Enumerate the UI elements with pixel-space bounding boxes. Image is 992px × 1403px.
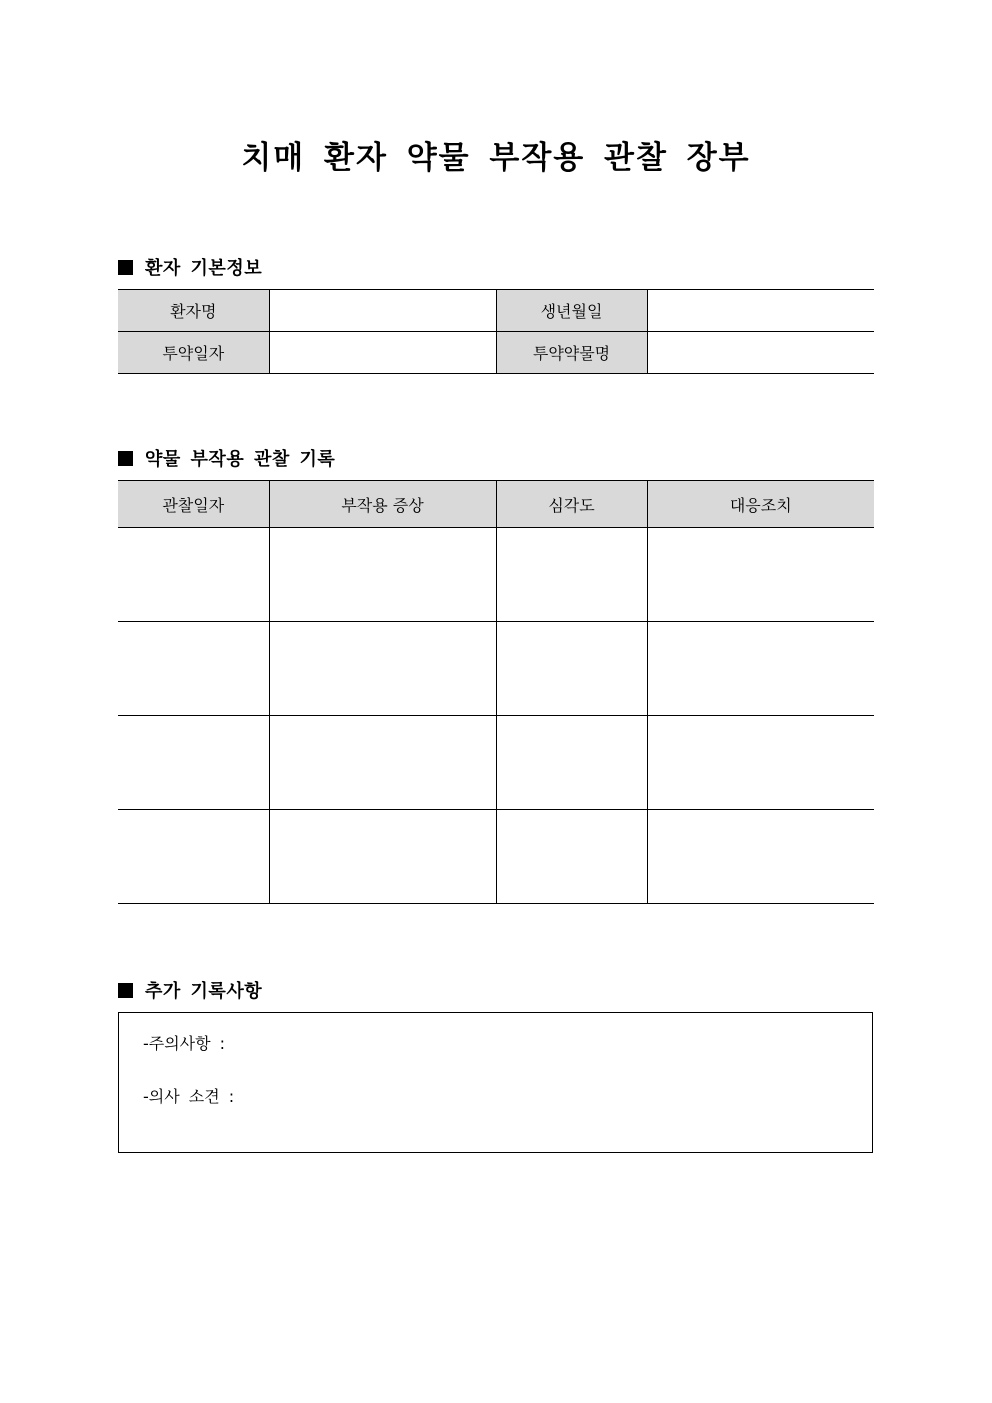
symptom-cell[interactable]: [269, 716, 496, 810]
column-header-symptom: 부작용 증상: [269, 481, 496, 528]
severity-cell[interactable]: [496, 528, 647, 622]
section-heading-label: 약물 부작용 관찰 기록: [145, 449, 336, 470]
symptom-cell[interactable]: [269, 622, 496, 716]
symptom-cell[interactable]: [269, 810, 496, 904]
doctor-opinion-line: -의사 소견 :: [143, 1087, 235, 1106]
observation-date-cell[interactable]: [118, 622, 269, 716]
square-bullet-icon: [118, 983, 133, 998]
symptom-cell[interactable]: [269, 528, 496, 622]
observation-date-cell[interactable]: [118, 528, 269, 622]
severity-cell[interactable]: [496, 810, 647, 904]
column-header-observation-date: 관찰일자: [118, 481, 269, 528]
patient-info-table: [118, 289, 874, 374]
severity-cell[interactable]: [496, 716, 647, 810]
severity-cell[interactable]: [496, 622, 647, 716]
section-heading-observation-log: [118, 445, 335, 471]
additional-notes-box[interactable]: [118, 1012, 873, 1153]
square-bullet-icon: [118, 260, 133, 275]
action-cell[interactable]: [647, 622, 874, 716]
observation-date-cell[interactable]: [118, 810, 269, 904]
table-row: [118, 622, 874, 716]
table-row: [118, 810, 874, 904]
table-row: [118, 528, 874, 622]
table-header-row: [118, 481, 874, 528]
action-cell[interactable]: [647, 810, 874, 904]
section-heading-additional-notes: [118, 977, 262, 1003]
birthdate-label: 생년월일: [496, 290, 647, 332]
action-cell[interactable]: [647, 528, 874, 622]
dosing-date-field[interactable]: [269, 332, 496, 374]
table-row: [118, 716, 874, 810]
square-bullet-icon: [118, 451, 133, 466]
section-heading-patient-info: [118, 254, 262, 280]
patient-name-label: 환자명: [118, 290, 269, 332]
table-row: [118, 290, 874, 332]
drug-name-label: 투약약물명: [496, 332, 647, 374]
action-cell[interactable]: [647, 716, 874, 810]
section-heading-label: 추가 기록사항: [145, 981, 263, 1002]
patient-name-field[interactable]: [269, 290, 496, 332]
observation-date-cell[interactable]: [118, 716, 269, 810]
drug-name-field[interactable]: [647, 332, 874, 374]
document-title: 치매 환자 약물 부작용 관찰 장부: [241, 140, 751, 176]
birthdate-field[interactable]: [647, 290, 874, 332]
table-row: [118, 332, 874, 374]
section-heading-label: 환자 기본정보: [145, 258, 263, 279]
observation-log-table: [118, 480, 874, 904]
column-header-action: 대응조치: [647, 481, 874, 528]
precautions-line: -주의사항 :: [143, 1034, 226, 1053]
column-header-severity: 심각도: [496, 481, 647, 528]
dosing-date-label: 투약일자: [118, 332, 269, 374]
